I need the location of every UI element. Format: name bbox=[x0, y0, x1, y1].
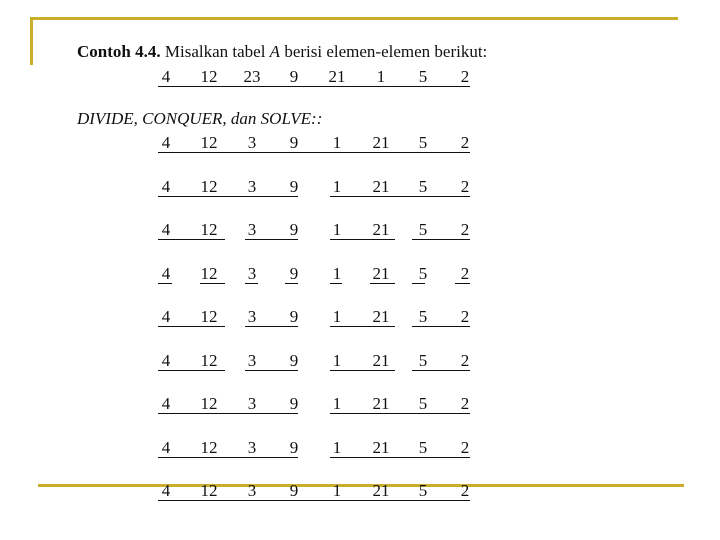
array-cell: 21 bbox=[372, 481, 390, 500]
array-cell: 9 bbox=[289, 177, 299, 196]
array-cell: 5 bbox=[418, 481, 428, 500]
array-cell: 5 bbox=[418, 307, 428, 326]
array-cell: 3 bbox=[247, 177, 257, 196]
step-row bbox=[0, 264, 720, 286]
array-cell: 9 bbox=[289, 220, 299, 239]
array-cell: 1 bbox=[332, 264, 342, 283]
step-row bbox=[0, 351, 720, 373]
array-cell: 1 bbox=[332, 351, 342, 370]
array-cell: 5 bbox=[418, 133, 428, 152]
array-cell: 3 bbox=[247, 481, 257, 500]
array-cell: 4 bbox=[161, 264, 171, 283]
partition-underline bbox=[158, 500, 470, 501]
title-text-before: Misalkan tabel bbox=[164, 42, 266, 61]
step-row bbox=[0, 438, 720, 460]
array-cell: 5 bbox=[418, 264, 428, 283]
title-text-after: berisi elemen-elemen berikut: bbox=[284, 42, 488, 61]
partition-underline bbox=[412, 370, 470, 371]
array-cell: 4 bbox=[161, 438, 171, 457]
array-cell: 1 bbox=[332, 438, 342, 457]
array-cell: 2 bbox=[460, 67, 470, 86]
array-cell: 21 bbox=[372, 264, 390, 283]
partition-underline bbox=[330, 283, 342, 284]
array-cell: 4 bbox=[161, 351, 171, 370]
array-cell: 12 bbox=[200, 264, 218, 283]
partition-underline bbox=[330, 370, 395, 371]
partition-underline bbox=[158, 86, 470, 87]
array-cell: 9 bbox=[289, 67, 299, 86]
partition-underline bbox=[330, 457, 470, 458]
array-cell: 3 bbox=[247, 351, 257, 370]
section-subheading: DIVIDE, CONQUER, dan SOLVE:: bbox=[77, 109, 323, 128]
initial-array-row bbox=[0, 67, 720, 89]
partition-underline bbox=[158, 239, 225, 240]
step-row bbox=[0, 307, 720, 329]
partition-underline bbox=[330, 239, 395, 240]
array-cell: 9 bbox=[289, 307, 299, 326]
array-cell: 21 bbox=[328, 67, 346, 86]
array-cell: 4 bbox=[161, 307, 171, 326]
frame-top-line bbox=[30, 17, 678, 20]
array-cell: 2 bbox=[460, 133, 470, 152]
array-cell: 21 bbox=[372, 351, 390, 370]
array-cell: 2 bbox=[460, 438, 470, 457]
step-row bbox=[0, 220, 720, 242]
array-cell: 4 bbox=[161, 177, 171, 196]
partition-underline bbox=[245, 283, 258, 284]
array-cell: 5 bbox=[418, 177, 428, 196]
array-cell: 2 bbox=[460, 307, 470, 326]
title-variable: A bbox=[269, 42, 281, 61]
step-row bbox=[0, 481, 720, 503]
array-cell: 5 bbox=[418, 394, 428, 413]
array-cell: 2 bbox=[460, 177, 470, 196]
array-cell: 4 bbox=[161, 133, 171, 152]
array-cell: 1 bbox=[376, 67, 386, 86]
array-cell: 12 bbox=[200, 394, 218, 413]
partition-underline bbox=[158, 196, 298, 197]
partition-underline bbox=[412, 239, 470, 240]
array-cell: 1 bbox=[332, 133, 342, 152]
array-cell: 5 bbox=[418, 220, 428, 239]
array-cell: 3 bbox=[247, 264, 257, 283]
step-row bbox=[0, 133, 720, 155]
array-cell: 3 bbox=[247, 307, 257, 326]
partition-underline bbox=[200, 283, 225, 284]
array-cell: 4 bbox=[161, 394, 171, 413]
example-title bbox=[77, 42, 487, 62]
array-cell: 9 bbox=[289, 394, 299, 413]
array-cell: 1 bbox=[332, 307, 342, 326]
partition-underline bbox=[158, 326, 225, 327]
array-cell: 4 bbox=[161, 220, 171, 239]
partition-underline bbox=[245, 326, 298, 327]
partition-underline bbox=[158, 413, 298, 414]
array-cell: 2 bbox=[460, 481, 470, 500]
array-cell: 5 bbox=[418, 438, 428, 457]
array-cell: 21 bbox=[372, 307, 390, 326]
partition-underline bbox=[245, 370, 298, 371]
array-cell: 12 bbox=[200, 351, 218, 370]
array-cell: 5 bbox=[418, 351, 428, 370]
array-cell: 3 bbox=[247, 133, 257, 152]
array-cell: 3 bbox=[247, 220, 257, 239]
array-cell: 21 bbox=[372, 394, 390, 413]
partition-underline bbox=[285, 283, 298, 284]
array-cell: 2 bbox=[460, 394, 470, 413]
array-cell: 1 bbox=[332, 481, 342, 500]
partition-underline bbox=[158, 457, 298, 458]
array-cell: 23 bbox=[243, 67, 261, 86]
array-cell: 2 bbox=[460, 264, 470, 283]
array-cell: 4 bbox=[161, 481, 171, 500]
partition-underline bbox=[245, 239, 298, 240]
step-row bbox=[0, 177, 720, 199]
partition-underline bbox=[158, 283, 172, 284]
partition-underline bbox=[370, 283, 395, 284]
array-cell: 9 bbox=[289, 438, 299, 457]
array-cell: 21 bbox=[372, 133, 390, 152]
array-cell: 12 bbox=[200, 220, 218, 239]
array-cell: 3 bbox=[247, 394, 257, 413]
array-cell: 12 bbox=[200, 177, 218, 196]
partition-underline bbox=[455, 283, 470, 284]
array-cell: 1 bbox=[332, 177, 342, 196]
array-cell: 21 bbox=[372, 438, 390, 457]
array-cell: 12 bbox=[200, 67, 218, 86]
partition-underline bbox=[412, 326, 470, 327]
array-cell: 9 bbox=[289, 264, 299, 283]
partition-underline bbox=[330, 196, 470, 197]
array-cell: 5 bbox=[418, 67, 428, 86]
array-cell: 4 bbox=[161, 67, 171, 86]
partition-underline bbox=[412, 283, 425, 284]
example-label: Contoh 4.4. bbox=[77, 42, 161, 61]
partition-underline bbox=[158, 152, 470, 153]
partition-underline bbox=[330, 413, 470, 414]
array-cell: 9 bbox=[289, 133, 299, 152]
array-cell: 9 bbox=[289, 351, 299, 370]
partition-underline bbox=[330, 326, 395, 327]
array-cell: 21 bbox=[372, 220, 390, 239]
array-cell: 12 bbox=[200, 438, 218, 457]
array-cell: 1 bbox=[332, 220, 342, 239]
array-cell: 12 bbox=[200, 133, 218, 152]
array-cell: 1 bbox=[332, 394, 342, 413]
array-cell: 12 bbox=[200, 307, 218, 326]
array-cell: 2 bbox=[460, 351, 470, 370]
array-cell: 9 bbox=[289, 481, 299, 500]
array-cell: 12 bbox=[200, 481, 218, 500]
array-cell: 3 bbox=[247, 438, 257, 457]
array-cell: 21 bbox=[372, 177, 390, 196]
frame-left-line bbox=[30, 17, 33, 65]
step-row bbox=[0, 394, 720, 416]
array-cell: 2 bbox=[460, 220, 470, 239]
partition-underline bbox=[158, 370, 225, 371]
